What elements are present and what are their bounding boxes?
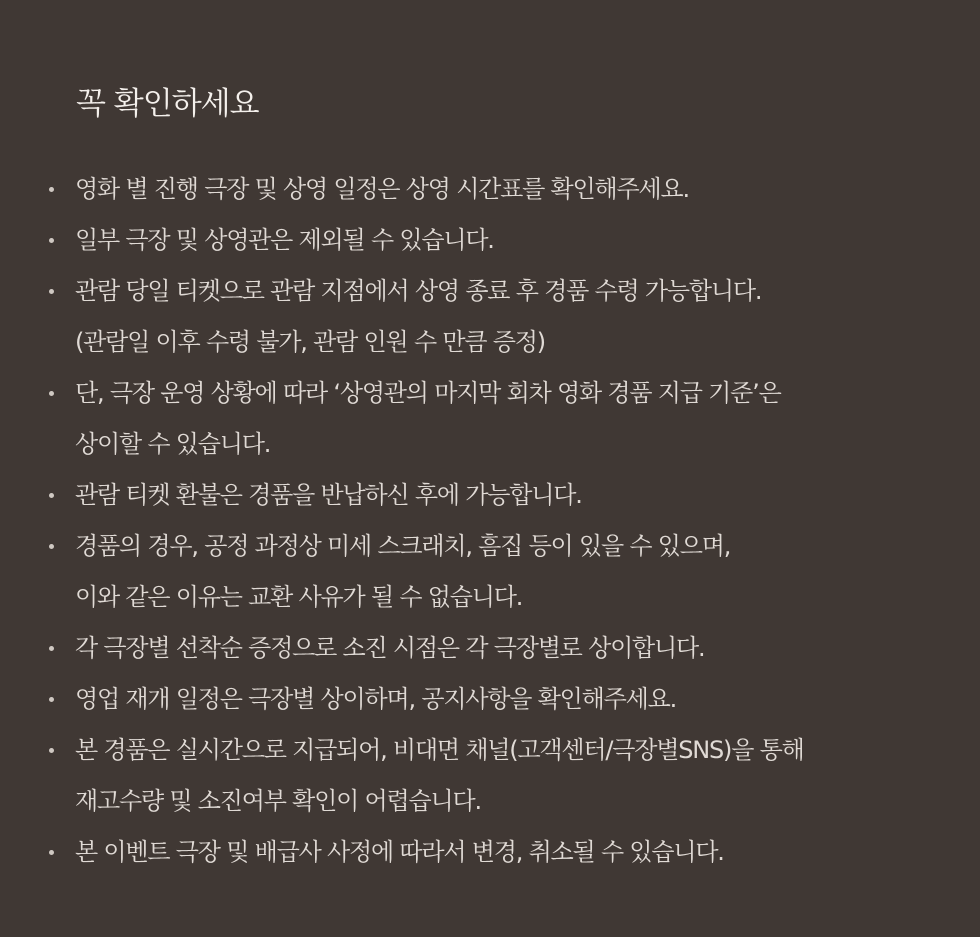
notice-item [0, 725, 980, 827]
notice-item-line: 본 이벤트 극장 및 배급사 사정에 따라서 변경, 취소될 수 있습니다. [75, 838, 724, 866]
notice-item [0, 827, 980, 878]
notice-item [0, 164, 980, 215]
notice-item [0, 215, 980, 266]
bullet-dot-icon [49, 646, 54, 651]
notice-item-line: 재고수량 및 소진여부 확인이 어렵습니다. [75, 787, 481, 815]
bullet-dot-icon [49, 493, 54, 498]
bullet-dot-icon [49, 748, 54, 753]
bullet-dot-icon [49, 238, 54, 243]
notice-item-line: 단, 극장 운영 상황에 따라 ‘상영관의 마지막 회차 영화 경품 지급 기준’은 [75, 379, 781, 407]
notice-item [0, 266, 980, 368]
bullet-dot-icon [49, 187, 54, 192]
notice-item [0, 470, 980, 521]
bullet-dot-icon [49, 289, 54, 294]
notice-item [0, 521, 980, 623]
notice-item-line: 본 경품은 실시간으로 지급되어, 비대면 채널(고객센터/극장별SNS)을 통해 [75, 736, 804, 764]
notice-item-line: 이와 같은 이유는 교환 사유가 될 수 없습니다. [75, 583, 523, 611]
notice-item-line: 상이할 수 있습니다. [75, 430, 271, 458]
notice-item-line: 관람 당일 티켓으로 관람 지점에서 상영 종료 후 경품 수령 가능합니다. [75, 277, 762, 305]
bullet-dot-icon [49, 544, 54, 549]
bullet-dot-icon [49, 391, 54, 396]
notice-item [0, 368, 980, 470]
notice-item-line: 경품의 경우, 공정 과정상 미세 스크래치, 흠집 등이 있을 수 있으며, [75, 532, 731, 560]
notice-list [0, 164, 980, 878]
bullet-dot-icon [49, 697, 54, 702]
notice-item-line: 영화 별 진행 극장 및 상영 일정은 상영 시간표를 확인해주세요. [75, 175, 689, 203]
notice-item [0, 623, 980, 674]
notice-item-line: 일부 극장 및 상영관은 제외될 수 있습니다. [75, 226, 494, 254]
notice-item [0, 674, 980, 725]
notice-item-line: 각 극장별 선착순 증정으로 소진 시점은 각 극장별로 상이합니다. [75, 634, 705, 662]
notice-title: 꼭 확인하세요 [76, 86, 259, 122]
notice-item-line: 영업 재개 일정은 극장별 상이하며, 공지사항을 확인해주세요. [75, 685, 677, 713]
notice-item-line: 관람 티켓 환불은 경품을 반납하신 후에 가능합니다. [75, 481, 582, 509]
notice-item-line: (관람일 이후 수령 불가, 관람 인원 수 만큼 증정) [75, 328, 545, 356]
bullet-dot-icon [49, 850, 54, 855]
